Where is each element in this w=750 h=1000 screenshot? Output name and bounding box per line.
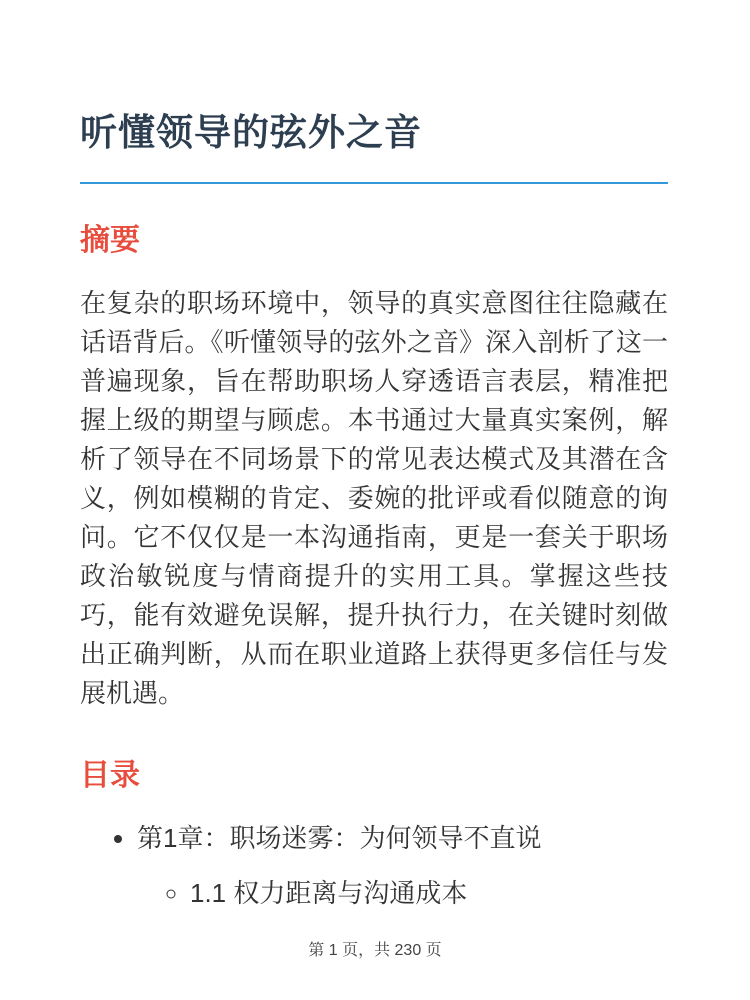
abstract-text: 在复杂的职场环境中，领导的真实意图往往隐藏在话语背后。《听懂领导的弦外之音》深入剖析了这一普遍现象，旨在帮助职场人穿透语言表层，精准把握上级的期望与顾虑。本书通过大量真实案例，解析了领导在不同场景下的常见表达模式及其潜在含义，例如模糊的肯定、委婉的批评或看似随意的询问。它不仅仅是一本沟通指南，更是一套关于职场政治敏锐度与情商提升的实用工具。掌握这些技巧，能有效避免误解，提升执行力，在关键时刻做出正确判断，从而在职业道路上获得更多信任与发展机遇。 [80,288,668,708]
toc-item-chapter-1-label: 第1章：职场迷雾：为何领导不直说 [137,823,542,853]
toc-sublist-chapter-1 [137,874,668,913]
toc-list [80,819,668,913]
abstract-heading: 摘要 [80,224,140,257]
toc-item-chapter-1 [137,819,668,913]
page-number-indicator: 第 1 页，共 230 页 [308,942,442,959]
toc-heading: 目录 [80,759,140,792]
toc-subitem-1-1: ◦ 1.1 权力距离与沟通成本 [190,874,668,913]
page-title: 听懂领导的弦外之音 [80,110,668,184]
